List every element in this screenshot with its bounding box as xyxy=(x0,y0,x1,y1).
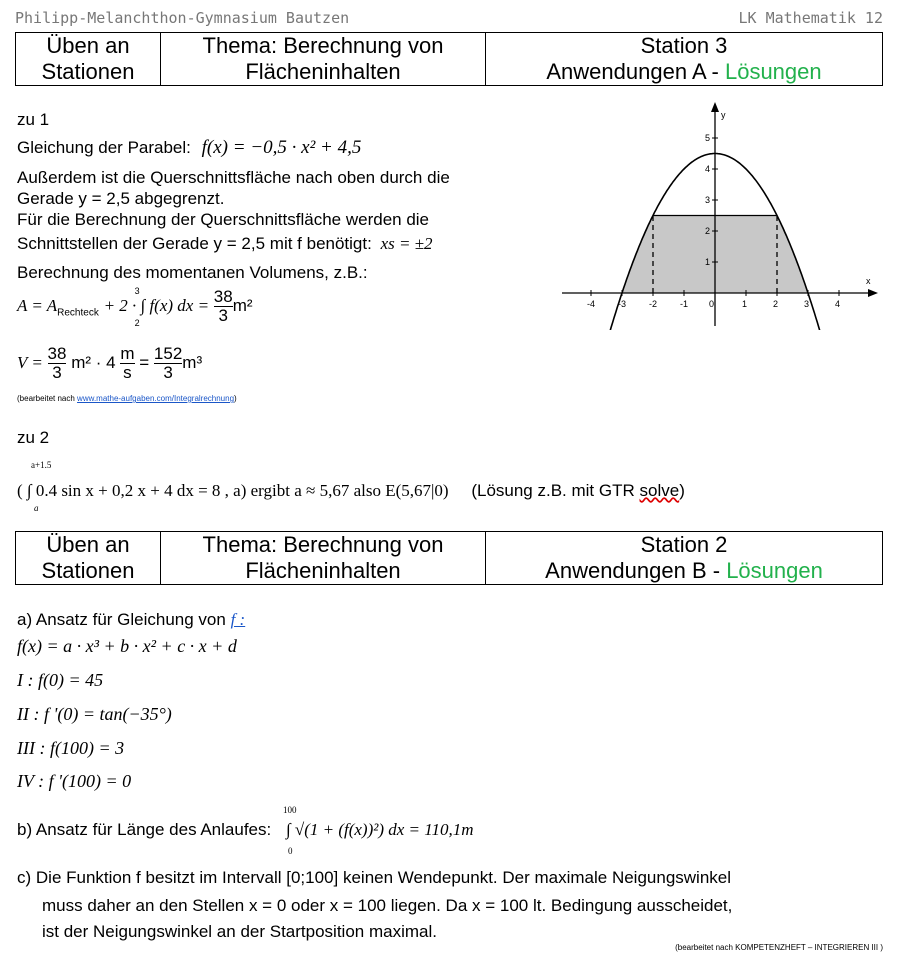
area-equation: $A = A_{Rechteck} + 2$ · ∫ f(x) dx = 3 2 $\frac{38}{3}$ m² xyxy=(17,285,253,328)
x-tick-label: 4 xyxy=(835,299,841,309)
solve-keyword: solve xyxy=(639,481,680,500)
station-subtitle: Anwendungen A - Lösungen xyxy=(546,59,822,84)
header-cell-station xyxy=(486,33,883,86)
header-cell-station-2 xyxy=(486,532,883,585)
volume-fraction-2: $\frac{152}{3}$ xyxy=(153,344,183,382)
x-tick-label: 3 xyxy=(804,299,810,309)
x-tick-label: 0 xyxy=(709,299,715,309)
cubic-equation: f(x) = a · x³ + b · x² + c · x + d xyxy=(17,636,237,656)
x-tick-label: -2 xyxy=(649,299,658,309)
parabola-line: Gleichung der Parabel: f(x) = −0,5 · x² + 4,5 xyxy=(17,137,362,158)
x-axis-label: x xyxy=(866,276,871,286)
y-tick-label: 5 xyxy=(705,133,711,143)
part-b-line: b) Ansatz für Länge des Anlaufes: ∫ √(1 + (f(x))²) dx = 110,1m 100 0 xyxy=(17,805,474,856)
condition-3: III : f(100) = 3 xyxy=(17,738,125,758)
x-tick-label: -4 xyxy=(587,299,596,309)
school-name: Philipp-Melanchthon-Gymnasium Bautzen xyxy=(15,9,350,27)
header-cell-topic-2: Thema: Berechnung von Flächeninhalten xyxy=(161,532,486,585)
course-name: LK Mathematik 12 xyxy=(738,9,883,27)
part-c-line-1: c) Die Funktion f besitzt im Intervall [0;100] keinen Wendepunkt. Der maximale Neigungswinkel xyxy=(17,868,732,887)
parabola-graph xyxy=(560,100,880,330)
station-header-table-2 xyxy=(15,531,883,585)
arc-lower-limit: 0 xyxy=(287,846,293,856)
x-tick-label: 2 xyxy=(773,299,779,309)
text-line-4: Für die Berechnung der Querschnittsfläche werden die xyxy=(17,210,430,229)
section-title-2: zu 2 xyxy=(17,428,50,447)
source-link[interactable]: www.mathe-aufgaben.com/Integralrechnung xyxy=(77,394,235,403)
y-tick-label: 4 xyxy=(705,164,711,174)
source-note-1: (bearbeitet nach www.mathe-aufgaben.com/Integralrechnung) xyxy=(17,394,237,403)
station-number-2: Station 2 xyxy=(640,532,728,557)
velocity-fraction: $\frac{m}{s}$ xyxy=(120,344,135,382)
station-number: Station 3 xyxy=(640,33,728,58)
area-lower-limit: 2 xyxy=(134,317,140,328)
x-axis-arrow xyxy=(868,289,878,297)
source-note-2: (bearbeitet nach KOMPETENZHEFT – INTEGRIEREN III ) xyxy=(675,943,883,952)
condition-2: II : f '(0) = tan(−35°) xyxy=(17,704,172,724)
part-a-label: a) Ansatz für Gleichung von f : xyxy=(17,610,246,629)
parabola-equation: f(x) = −0,5 · x² + 4,5 xyxy=(201,137,362,158)
header-cell-topic: Thema: Berechnung von Flächeninhalten xyxy=(161,33,486,86)
text-line-6: Berechnung des momentanen Volumens, z.B.: xyxy=(17,263,368,282)
function-f-link[interactable]: f : xyxy=(230,610,246,629)
solution-note: (Lösung z.B. mit GTR solve) xyxy=(471,481,685,500)
arc-length-integral: ∫ √(1 + (f(x))²) dx = 110,1m 100 0 xyxy=(282,805,474,856)
y-tick-label: 3 xyxy=(705,195,711,205)
part-c-line-3: ist der Neigungswinkel an der Startposition maximal. xyxy=(42,922,437,941)
part-c-line-2: muss daher an den Stellen x = 0 oder x = 100 liegen. Da x = 100 lt. Bedingung ausscheidet, xyxy=(42,896,733,915)
section-title-1: zu 1 xyxy=(17,110,50,129)
x-tick-label: 1 xyxy=(742,299,748,309)
y-tick-label: 2 xyxy=(705,226,711,236)
intersection-values: xs = ±2 xyxy=(380,234,433,253)
y-axis-arrow xyxy=(711,102,719,112)
text-line-5: Schnittstellen der Gerade y = 2,5 mit f benötigt: xs = ±2 xyxy=(17,234,433,253)
volume-fraction-1: $\frac{38}{3}$ xyxy=(47,344,67,382)
volume-equation: V = $\frac{38}{3}$ m² · 4 $\frac{m}{s}$ = $\frac{152}{3}$ m³ xyxy=(17,344,203,382)
condition-4: IV : f '(100) = 0 xyxy=(17,771,132,791)
condition-1: I : f(0) = 45 xyxy=(17,670,104,690)
area-fraction: $\frac{38}{3}$ xyxy=(213,287,233,325)
y-axis-label: y xyxy=(721,110,726,120)
header-cell-practice-2: Üben an Stationen xyxy=(16,532,161,585)
integral-lower-limit: a xyxy=(34,503,39,513)
header-cell-practice: Üben an Stationen xyxy=(16,33,161,86)
area-upper-limit: 3 xyxy=(134,285,140,296)
x-tick-label: -1 xyxy=(680,299,689,309)
integral-equation-2: ( ∫ 0.4 sin x + 0,2 x + 4 dx = 8 , a) ergibt a ≈ 5,67 also E(5,67|0) a+1.5 a (Lösung z.B. mit GTR solve) xyxy=(17,460,685,513)
text-line-2: Außerdem ist die Querschnittsfläche nach oben durch die xyxy=(17,168,450,187)
integral-upper-limit: a+1.5 xyxy=(31,460,52,470)
station-subtitle-2: Anwendungen B - Lösungen xyxy=(545,558,823,583)
solutions-label: Lösungen xyxy=(724,59,822,84)
text-line-3: Gerade y = 2,5 abgegrenzt. xyxy=(17,189,225,208)
solutions-label-2: Lösungen xyxy=(726,558,823,583)
y-tick-label: 1 xyxy=(705,257,711,267)
arc-upper-limit: 100 xyxy=(282,805,297,815)
x-tick-label: -3 xyxy=(618,299,627,309)
station-header-table-1 xyxy=(15,32,883,86)
